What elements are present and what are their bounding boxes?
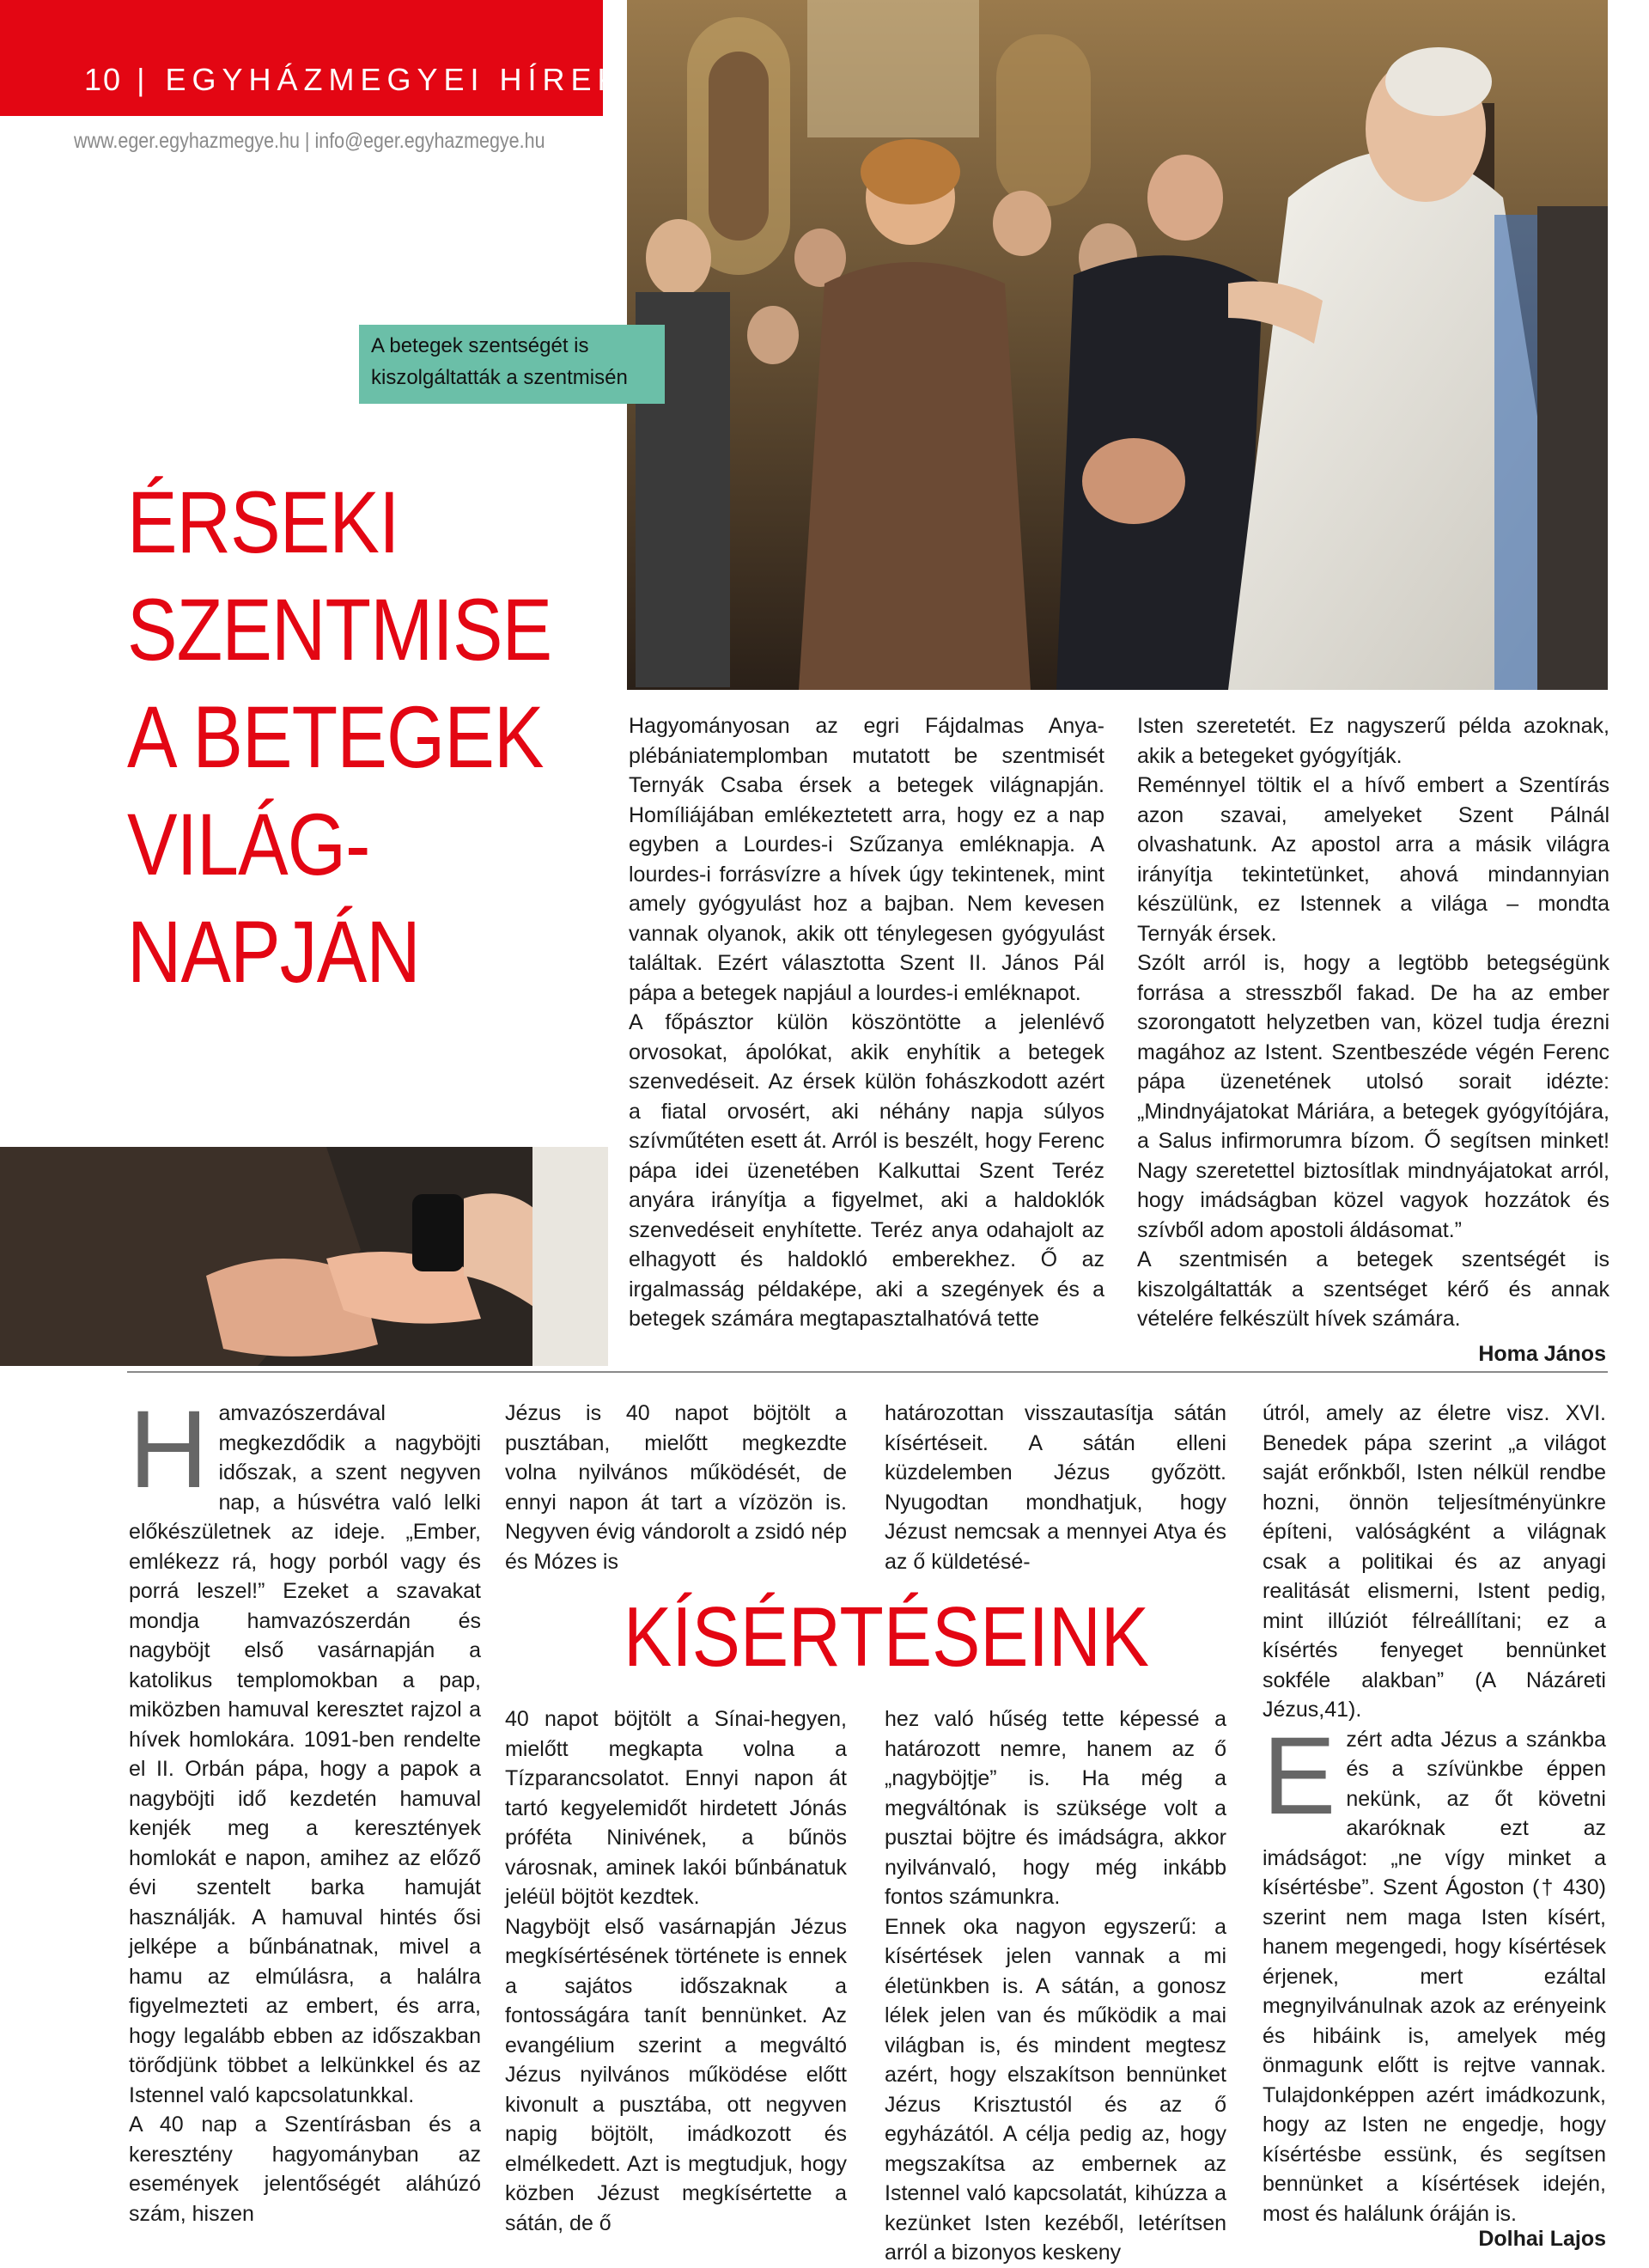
article2-headline: KÍSÉRTÉSEINK <box>624 1589 1150 1684</box>
article1-column-1 <box>629 711 1104 1334</box>
paragraph: útról, amely az életre visz. XVI. Benedek pápa szerint „a világot saját erőnkből, Isten nélkül rendbe hozni, önnön teljesítményünkre építeni, valóságként a világnak csak a politikai és az anyagi realitását elismerni, Istent pedig, mint illúziót félreállítani; ez a kísértés fenyeget bennünket sokféle alakban” (A Názáreti Jézus,41). <box>1263 1401 1606 1722</box>
headline-line: NAPJÁN <box>127 903 420 1001</box>
photo-caption: A betegek szentségét is kiszolgáltatták a szentmisén <box>359 325 665 404</box>
paragraph: Ennek oka nagyon egyszerű: a kísértések jelen vannak a mi életünkben is. A sátán, a gonosz lélek jelen van és működik a mai világban is, és mindent megtesz azért, hogy elszakítson bennünket Jézus Krisztustól és az ő egyházától. A célja pedig az, hogy megszakítsa az embernek az Istennel való kapcsolatát, kihúzza a kezünket Isten kezéből, letérítsen arról a bizonyos keskeny <box>885 1914 1226 2265</box>
article2-column-4 <box>1263 1399 1606 2228</box>
page-header <box>84 62 624 98</box>
paragraph: Jézus is 40 napot böjtölt a pusztában, mielőtt megkezdte volna nyilvános működését, de ennyi napon át tart a vízözön is. Negyven évig vándorolt a zsidó nép és Mózes is <box>505 1401 847 1574</box>
website-line[interactable]: www.eger.egyhazmegye.hu | info@eger.egyhazmegye.hu <box>74 129 545 153</box>
article1-column-2 <box>1137 711 1609 1334</box>
header-separator: | <box>137 62 151 97</box>
church-scene-illustration <box>627 0 1608 690</box>
drop-cap: H <box>129 1388 209 1511</box>
paragraph: Isten szeretetét. Ez nagyszerű példa azoknak, akik a betegeket gyógyítják. <box>1137 714 1609 768</box>
paragraph: Reménnyel töltik el a hívő embert a Szentírás azon szavai, amelyeket Szent Pálnál olvashatunk. Az apostol arra a másik világra irányítja tekintetünket, ahová mindannyian készülünk, ez Istennek a világa – mondta Ternyák érsek. <box>1137 773 1609 946</box>
headline-line: A BETEGEK <box>127 688 544 786</box>
paragraph: határozottan visszautasítja sátán kísértéseit. A sátán elleni küzdelemben Jézus győzött. Nyugodtan mondhatjuk, hogy Jézust nemcsak a mennyei Atya és az ő küldetésé- <box>885 1401 1226 1574</box>
hands-photo <box>0 1147 608 1366</box>
article-headline <box>127 469 552 1006</box>
article2-column-3-top <box>885 1399 1226 1576</box>
article2-column-2-top <box>505 1399 847 1576</box>
article2-column-1 <box>129 1388 481 2228</box>
article1-author: Homa János <box>1478 1342 1606 1366</box>
paragraph: Nagyböjt első vasárnapján Jézus megkísértésének története is ennek a sajátos időszaknak a fontosságára tanít bennünket. Az evangélium szerint a megváltó Jézus nyilvános működése előtt kivonult a pusztába, ott negyven napig böjtölt, imádkozott és elmélkedett. Azt is megtudjuk, hogy közben Jézust megkísértette a sátán, de ő <box>505 1914 847 2235</box>
header-bar <box>0 0 603 116</box>
paragraph: A 40 nap a Szentírásban és a keresztény hagyományban az események jelentőségét aláhúzó szám, hiszen <box>129 2113 481 2226</box>
paragraph: Szólt arról is, hogy a legtöbb betegségünk forrása a stresszből fakad. De ha az ember szorongatott helyzetben van, közel tudja érezni magához az Istent. Szentbeszéde végén Ferenc pápa üzenetének utolsó sorait idézte: „Mindnyájatokat Máriára, a betegek gyógyítójára, a Salus infirmorumra bízom. Ő segítsen minket! Nagy szeretettel biztosítlak mindnyájatokat arról, hogy imádságban közel vagyok hozzátok és szívből adom apostoli áldásomat.” <box>1137 951 1609 1242</box>
paragraph: Ezért adta Jézus a szánkba és a szívünkbe éppen nekünk, az őt követni akaróknak ezt az imádságot: „ne vígy minket a kísértésbe”. Szent Ágoston († 430) szerint nem maga Isten kísért, hanem megengedi, hogy kísértések érjenek, mert ezáltal megnyilvánulnak azok az erényeink és hibáink is, amelyek még önmagunk előtt is rejtve vannak. Tulajdonképpen azért imádkozunk, hogy az Isten ne engedje, hogy kísértésbe essünk, és segítsen bennünket a kísértések idején, most és halálunk óráján is. <box>1263 1714 1606 2226</box>
hands-illustration <box>0 1147 608 1366</box>
paragraph: 40 napot böjtölt a Sínai-hegyen, mielőtt megkapta volna a Tízparancsolatot. Ennyi napon át tartó kegyelemidőt hirdetett Jónás próféta Ninivének, a bűnös városnak, aminek lakói bűnbánatuk jeléül böjtöt kezdtek. <box>505 1707 847 1909</box>
article2-author: Dolhai Lajos <box>1478 2227 1606 2251</box>
paragraph: Hagyományosan az egri Fájdalmas Anya-plébániatemplomban mutatott be szentmisét Ternyák Csaba érsek a betegek világnapján. Homíliájában emlékeztetett arra, hogy ez a nap egyben a Lourdes-i Szűzanya emléknapja. A lourdes-i forrásvízre a hívek úgy tekintenek, mint amely gyógyulást hoz a bajban. Nem kevesen vannak olyanok, akik ott ténylegesen gyógyulást találtak. Ezért választotta Szent II. János Pál pápa a betegek napjául a lourdes-i emléknapot. <box>629 714 1104 1005</box>
paragraph: A főpásztor külön köszöntötte a jelenlévő orvosokat, ápolókat, akik enyhítik a betegek szenvedéseit. Az érsek külön fohászkodott azért a fiatal orvosért, aki néhány napja súlyos szívműtéten esett át. Arról is beszélt, hogy Ferenc pápa idei üzenetében Kalkuttai Szent Teréz anyára irányítja a figyelmet, aki a haldoklók szenvedéseit enyhítette. Teréz anya odahajolt az elhagyott és haldokló emberekhez. Ő az irgalmasság példaképe, aki a szegények és a betegek számára megtapasztalhatóvá tette <box>629 1010 1104 1331</box>
drop-cap: E <box>1263 1714 1336 1838</box>
paragraph: hez való hűség tette képessé a határozott nemre, hanem az ő „nagyböjtje” is. Ha még a megváltónak is szüksége volt a pusztai böjtre és imádságra, akkor nyilvánvaló, hogy még inkább fontos számunkra. <box>885 1707 1226 1909</box>
section-title: EGYHÁZMEGYEI HÍREK <box>165 62 624 97</box>
paragraph: A szentmisén a betegek szentségét is kiszolgáltatták a szentséget kérő és annak vételére felkészült hívek számára. <box>1137 1247 1609 1331</box>
headline-line: SZENTMISE <box>127 581 552 679</box>
main-photo <box>627 0 1608 690</box>
headline-line: ÉRSEKI <box>127 473 399 571</box>
page-number: 10 <box>84 62 123 97</box>
article-divider <box>127 1371 1608 1373</box>
paragraph: Hamvazószerdával megkezdődik a nagyböjti időszak, a szent negyven nap, a húsvétra való lelki előkészületnek az ideje. „Ember, emlékezz rá, hogy porból vagy és porrá leszel!” Ezeket a szavakat mondja hamvazószerdán és nagyböjt első vasárnapján a katolikus templomokban a pap, miközben hamuval keresztet rajzol a hívek homlokára. 1091-ben rendelte el II. Orbán pápa, hogy a papok a nagyböjti idő kezdetén hamuval kenjék meg a keresztények homlokát e napon, amihez az előző évi szentelt barka hamuját használják. A hamuval hintés ősi jelképe a bűnbánatnak, mivel a hamu az elmúlásra, a halálra figyelmezteti az embert, és arra, hogy legalább ebben az időszakban törődjünk többet a lelkünkkel és az Istennel való kapcsolatunkkal. <box>129 1388 481 2107</box>
article2-column-2-bottom <box>505 1704 847 2238</box>
article2-column-3-bottom <box>885 1704 1226 2268</box>
headline-line: VILÁG- <box>127 796 370 893</box>
